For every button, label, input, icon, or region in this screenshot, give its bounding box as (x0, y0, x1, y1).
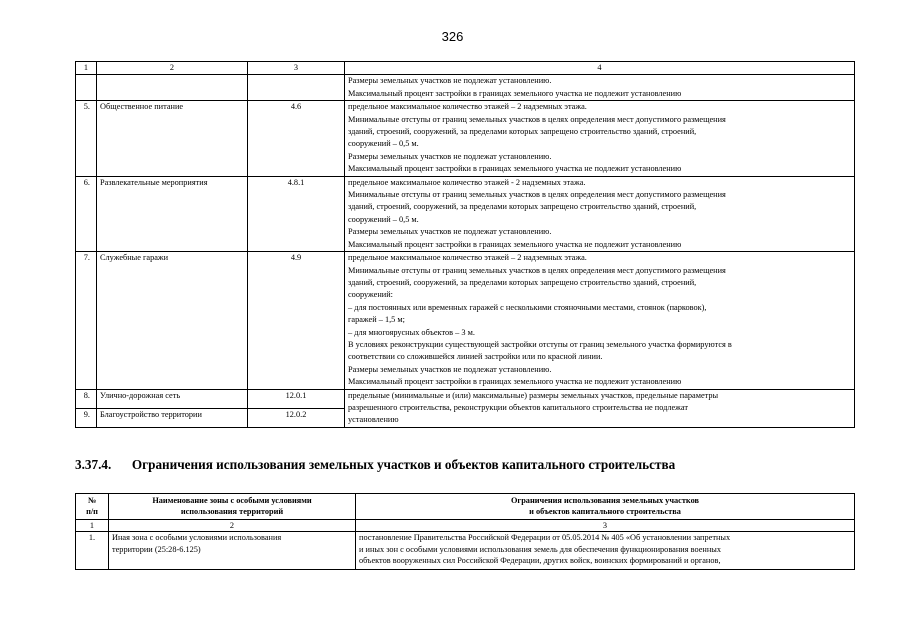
header-cell-restrictions (356, 494, 855, 520)
text-line: Размеры земельных участков не подлежат установлению. (348, 76, 552, 86)
text-line: сооружений: (348, 290, 393, 300)
text-line: предельное максимальное количество этажей – 2 надземных этажа. (348, 102, 587, 112)
parameters-cell (345, 101, 855, 176)
table-row (76, 532, 855, 570)
text-line: постановление Правительства Российской Федерации от 05.05.2014 № 405 «Об установлении запретных (359, 533, 731, 543)
header-line: Ограничения использования земельных участков (510, 496, 700, 505)
text-line: предельные (минимальные и (или) максимальные) размеры земельных участков, предельные параметры (348, 390, 719, 400)
text-line: зданий, строений, сооружений, за пределами которых запрещено строительство зданий, строений, (348, 127, 697, 137)
text-line: соответствии со сложившейся линией застройки или по красной линии. (348, 352, 603, 362)
index-cell: 2 (109, 520, 356, 532)
use-type-name: Служебные гаражи (97, 252, 248, 389)
header-cell: 2 (97, 62, 248, 75)
header-cell-zone-name (109, 494, 356, 520)
text-line: Минимальные отступы от границ земельных участков в целях определения мест допустимого размещения (348, 265, 726, 275)
parameters-cell (345, 176, 855, 251)
index-cell: 1 (76, 520, 109, 532)
use-type-name: Общественное питание (97, 101, 248, 176)
merged-parameters-cell (345, 389, 855, 427)
table-header-row (76, 62, 855, 75)
row-number: 7. (76, 252, 97, 389)
text-line: гаражей – 1,5 м; (348, 315, 405, 325)
header-line: и объектов капитального строительства (529, 506, 681, 516)
text-line: Минимальные отступы от границ земельных участков в целях определения мест допустимого размещения (348, 114, 726, 124)
text-line: объектов вооруженных сил Российской Федерации, других войск, воинских формирований и органов, (359, 555, 721, 565)
text-line: Максимальный процент застройки в границах земельного участка не подлежит установлению (348, 164, 682, 174)
text-line: Максимальный процент застройки в границах земельного участка не подлежит установлению (348, 377, 682, 387)
use-type-name: Улично-дорожная сеть (97, 389, 248, 408)
text-line: зданий, строений, сооружений, за пределами которых запрещено строительство зданий, строений, (348, 202, 697, 212)
header-line: п/п (86, 506, 98, 516)
header-line: № (87, 496, 97, 505)
header-cell-number (76, 494, 109, 520)
parameters-cell (345, 252, 855, 389)
use-type-code: 4.9 (248, 252, 345, 389)
table-row (76, 101, 855, 176)
use-type-name: Развлекательные мероприятия (97, 176, 248, 251)
row-number: 9. (76, 408, 97, 427)
text-line: зданий, строений, сооружений, за пределами которых запрещено строительство зданий, строений, (348, 277, 697, 287)
use-type-code: 4.8.1 (248, 176, 345, 251)
text-line: Иная зона с особыми условиями использования (112, 533, 282, 543)
row-number: 5. (76, 101, 97, 176)
text-line: предельное максимальное количество этажей – 2 надземных этажа. (348, 253, 587, 263)
text-line: Размеры земельных участков не подлежат установлению. (348, 151, 552, 161)
use-type-code: 12.0.1 (248, 389, 345, 408)
table-row (76, 176, 855, 251)
text-line: и иных зон с особыми условиями использования земель для обеспечения функционирования военных (359, 544, 721, 554)
text-line: разрешенного строительства, реконструкции объектов капитального строительства не подлежат (348, 402, 688, 412)
table-header-row (76, 494, 855, 520)
table-row (76, 389, 855, 408)
text-line: территории (25:28-6.125) (112, 544, 201, 554)
text-line: Размеры земельных участков не подлежат установлению. (348, 364, 552, 374)
text-line: Максимальный процент застройки в границах земельного участка не подлежит установлению (348, 88, 682, 98)
text-line: сооружений – 0,5 м. (348, 214, 419, 224)
row-number (76, 75, 97, 101)
header-cell: 4 (345, 62, 855, 75)
text-line: сооружений – 0,5 м. (348, 139, 419, 149)
row-number: 1. (76, 532, 109, 570)
header-line: использования территорий (180, 506, 284, 516)
text-line: Размеры земельных участков не подлежат установлению. (348, 227, 552, 237)
use-type-code: 4.6 (248, 101, 345, 176)
row-number: 6. (76, 176, 97, 251)
use-type-code: 12.0.2 (248, 408, 345, 427)
zoning-parameters-table (75, 61, 855, 428)
restrictions-table (75, 493, 855, 570)
index-cell: 3 (356, 520, 855, 532)
text-line: предельное максимальное количество этажей - 2 надземных этажа. (348, 177, 586, 187)
header-cell: 1 (76, 62, 97, 75)
table-row (76, 252, 855, 389)
text-line: В условиях реконструкции существующей застройки отступы от границ земельного участка формируются в (348, 339, 732, 349)
text-line: Максимальный процент застройки в границах земельного участка не подлежит установлению (348, 239, 682, 249)
section-title: Ограничения использования земельных участков и объектов капитального строительства (131, 457, 676, 472)
table-row (76, 75, 855, 101)
section-heading (75, 457, 855, 473)
parameters-cell (345, 75, 855, 101)
text-line: – для постоянных или временных гаражей с несколькими стояночными местами, стоянок (парковок), (348, 302, 707, 312)
table-index-row (76, 520, 855, 532)
zone-name (109, 532, 356, 570)
text-line: Минимальные отступы от границ земельных участков в целях определения мест допустимого размещения (348, 190, 726, 200)
page-number: 326 (441, 29, 464, 44)
text-line: – для многоярусных объектов – 3 м. (348, 327, 475, 337)
header-cell: 3 (248, 62, 345, 75)
use-type-name (97, 75, 248, 101)
header-line: Наименование зоны с особыми условиями (152, 496, 312, 505)
use-type-name: Благоустройство территории (97, 408, 248, 427)
row-number: 8. (76, 389, 97, 408)
section-number: 3.37.4. (75, 457, 112, 472)
text-line: установлению (348, 415, 399, 425)
use-type-code (248, 75, 345, 101)
restriction-text (356, 532, 855, 570)
